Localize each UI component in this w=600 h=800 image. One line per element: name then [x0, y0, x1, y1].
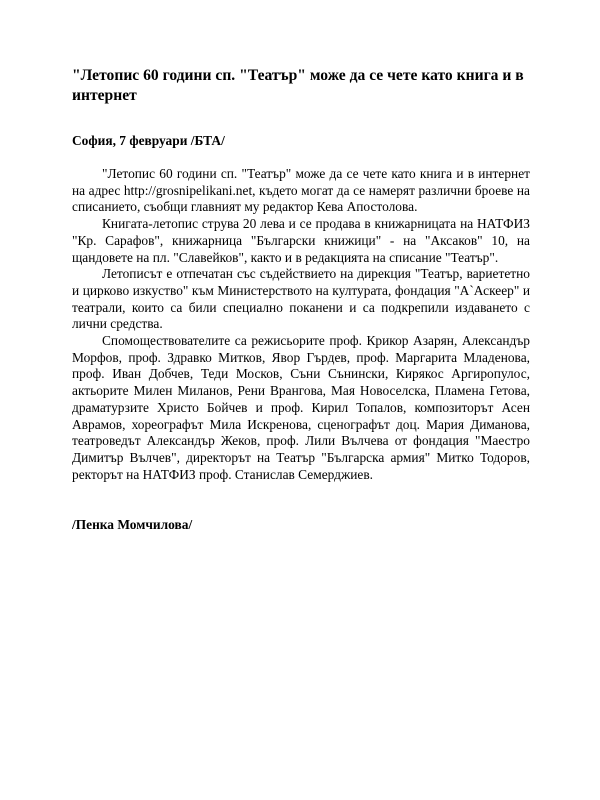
article-body [72, 166, 530, 483]
body-paragraph: "Летопис 60 години сп. "Театър" може да се чете като книга и в интернет на адрес http://grosnipelikani.net, където могат да се намерят различни броеве на списанието, съобщи главният му редактор Кева Апостолова. [72, 166, 530, 215]
body-paragraph: Спомоществователите са режисьорите проф. Крикор Азарян, Александър Морфов, проф. Здравко Митков, Явор Гърдев, проф. Маргарита Младенова, проф. Иван Добчев, Теди Москов, Съни Сънински, Кирякос Аргиропулос, актьорите Милен Миланов, Рени Врангова, Мая Новоселска, Пламена Гетова, драматурзите Христо Бойчев и проф. Кирил Топалов, композиторът Асен Аврамов, хореографът Мила Искренова, сценографът доц. Мария Диманова, театроведът Александър Жеков, проф. Лили Вълчева от фондация "Маестро Димитър Вълчев", директорът на Театър "Българска армия" Митко Тодоров, ректорът на НАТФИЗ проф. Станислав Семерджиев. [72, 333, 530, 482]
article-headline: "Летопис 60 години сп. "Театър" може да се чете като книга и в интернет [72, 67, 524, 104]
body-paragraph: Летописът е отпечатан със съдействието на дирекция "Театър, вариететно и цирково изкуство" към Министерството на културата, фондация "А`Аскеер" и театрали, които са били специално поканени и са подкрепили издаването с лични средства. [72, 266, 530, 332]
article-author: /Пенка Момчилова/ [72, 517, 193, 532]
body-paragraph: Книгата-летопис струва 20 лева и се продава в книжарницата на НАТФИЗ "Кр. Сарафов", книжарница "Български книжици" - на "Аксаков" 10, на щандовете на пл. "Славейков", както и в редакцията на списание "Театър". [72, 216, 530, 265]
article-dateline: София, 7 февруари /БТА/ [72, 133, 225, 148]
